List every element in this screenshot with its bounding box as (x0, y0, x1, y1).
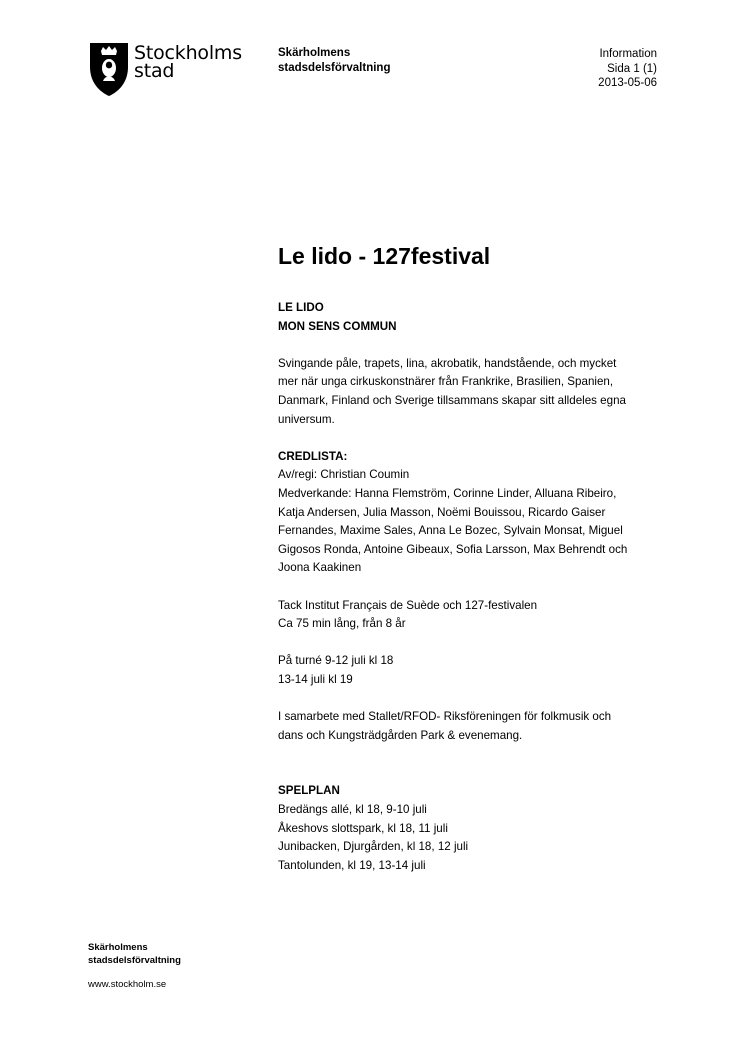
collab-line: dans och Kungsträdgården Park & evenemang. (278, 728, 523, 742)
header-org-line2: stadsdelsförvaltning (278, 62, 391, 74)
stockholm-logo (88, 41, 242, 97)
footer-website: www.stockholm.se (88, 979, 167, 990)
schedule-heading: SPELPLAN (278, 784, 340, 798)
credits-line: Gigosos Ronda, Antoine Gibeaux, Sofia Larsson, Max Behrendt och (278, 542, 628, 556)
intro-heading-2: MON SENS COMMUN (278, 319, 397, 333)
tour-line: 13-14 juli kl 19 (278, 672, 353, 686)
collab-line: I samarbete med Stallet/RFOD- Riksföreningen för folkmusik och (278, 710, 612, 724)
intro-line: universum. (278, 412, 335, 426)
credits-line: Medverkande: Hanna Flemström, Corinne Linder, Alluana Ribeiro, (278, 486, 617, 500)
thanks-line: Tack Institut Français de Suède och 127-festivalen (278, 598, 538, 612)
schedule-line: Junibacken, Djurgården, kl 18, 12 juli (278, 840, 469, 854)
thanks-line: Ca 75 min lång, från 8 år (278, 617, 406, 631)
schedule-line: Tantolunden, kl 19, 13-14 juli (278, 858, 426, 872)
header-meta (598, 47, 657, 91)
footer-organization (88, 941, 181, 967)
schedule-line: Bredängs allé, kl 18, 9-10 juli (278, 803, 427, 817)
footer-org-line2: stadsdelsförvaltning (88, 955, 181, 966)
doc-date: 2013-05-06 (598, 77, 657, 89)
credits-line: Fernandes, Maxime Sales, Anna Le Bozec, Sylvain Monsat, Miguel (278, 524, 623, 538)
credits-line: Katja Andersen, Julia Masson, Noëmi Bouissou, Ricardo Gaiser (278, 505, 606, 519)
page-title: Le lido - 127festival (278, 243, 491, 269)
schedule-line: Åkeshovs slottspark, kl 18, 11 juli (278, 821, 448, 835)
intro-line: Danmark, Finland och Sverige tillsammans skapar sitt alldeles egna (278, 393, 626, 407)
header-org-line1: Skärholmens (278, 47, 351, 59)
logo-line2: stad (134, 60, 175, 82)
footer-org-line1: Skärholmens (88, 942, 148, 953)
intro-line: Svingande påle, trapets, lina, akrobatik, handstående, och mycket (278, 356, 617, 370)
tour-line: På turné 9-12 juli kl 18 (278, 654, 394, 668)
credits-line: Av/regi: Christian Coumin (278, 468, 410, 482)
credits-heading: CREDLISTA: (278, 449, 348, 463)
document-body (278, 299, 678, 875)
intro-line: mer när unga cirkuskonstnärer från Frankrike, Brasilien, Spanien, (278, 375, 614, 389)
doc-type: Information (599, 48, 657, 60)
credits-line: Joona Kaakinen (278, 561, 362, 575)
page-number: Sida 1 (1) (607, 62, 657, 75)
logo-line1: Stockholms (134, 42, 242, 64)
intro-heading-1: LE LIDO (278, 301, 324, 314)
header-organization (278, 46, 390, 76)
stockholm-crest-icon (88, 41, 130, 97)
